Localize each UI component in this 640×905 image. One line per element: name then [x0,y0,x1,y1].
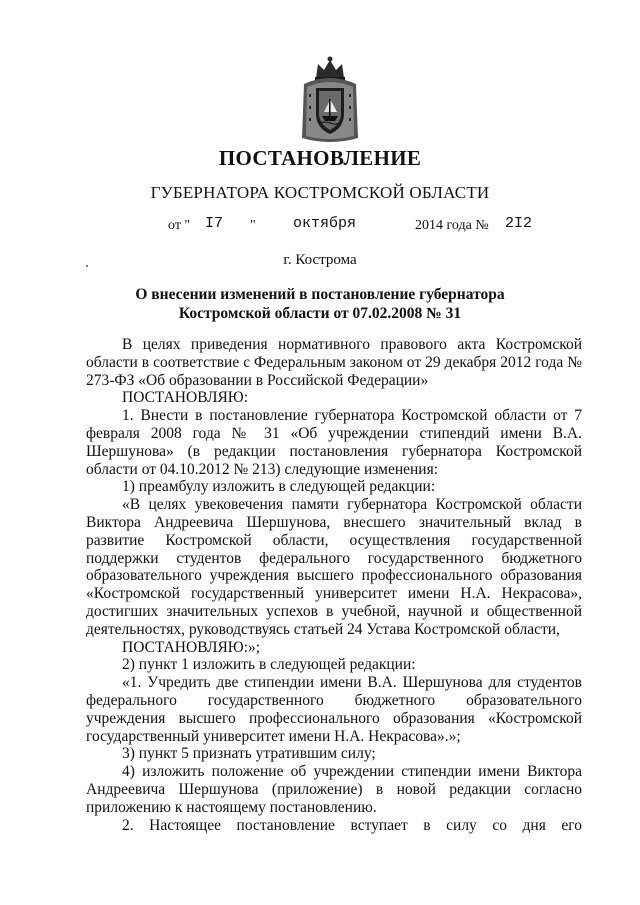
paragraph-quoted-item-1: «1. Учредить две стипендии имени В.А. Шершунова для студентов федерального государственного бюджетного образовательного учреждения высшего профессионального образования «Костромской государственный университет имени Н.А. Некрасова».»; [86,674,582,745]
document-type: ПОСТАНОВЛЕНИЕ [218,146,422,170]
heading-line-1: О внесении изменений в постановление губернатора [135,286,505,303]
date-day: I7 [205,215,224,232]
date-month: октября [293,215,357,232]
paragraph-item-2: 2. Настоящее постановление вступает в силу со дня его [122,816,582,834]
paragraph-subitem-4: 4) изложить положение об учреждении стипендии имени Виктора Андреевича Шершунова (приложение) в новой редакции согласно приложению к настоящему постановлению. [86,763,582,816]
date-prefix: от " [168,218,191,233]
issuer: ГУБЕРНАТОРА КОСТРОМСКОЙ ОБЛАСТИ [150,183,490,202]
scan-speck [86,265,88,267]
date-day-close: " [250,218,256,233]
document-heading [90,285,550,323]
document-number: 2I2 [505,215,533,232]
paragraph-item-1: 1. Внести в постановление губернатора Костромской области от 7 февраля 2008 года № 31 «Об учреждении стипендий имени В.А. Шершунова» (в редакции постановления губернатора Костромской области от 04.10.2012 № 213) следующие изменения: [86,407,582,478]
city: г. Кострома [283,252,357,268]
kostroma-coat-of-arms-icon [298,54,362,146]
paragraph-preamble: В целях приведения нормативного правового акта Костромской области в соответствие с Федеральным законом от 29 декабря 2012 года № 273-ФЗ «Об образовании в Российской Федерации» [86,336,582,389]
paragraph-resolve: ПОСТАНОВЛЯЮ: [122,389,249,407]
date-year: 2014 года № [415,218,489,233]
paragraph-subitem-2: 2) пункт 1 изложить в следующей редакции: [122,656,416,674]
paragraph-quoted-preamble: «В целях увековечения памяти губернатора Костромской области Виктора Андреевича Шершунова, внесшего значительный вклад в развитие Костромской области, осуществления государственной поддержки студентов федерального государственного бюджетного образовательного учреждения высшего профессионального образования «Костромской государственный университет имени Н.А. Некрасова», достигших значительных успехов в учебной, научной и общественной деятельностях, руководствуясь статьей 24 Устава Костромской области, [86,496,582,638]
paragraph-quoted-resolve: ПОСТАНОВЛЯЮ:»; [122,638,261,656]
paragraph-subitem-1: 1) преамбулу изложить в следующей редакции: [122,478,436,496]
document-body [86,336,582,834]
paragraph-subitem-3: 3) пункт 5 признать утратившим силу; [122,745,376,763]
heading-line-2: Костромской области от 07.02.2008 № 31 [178,305,462,322]
